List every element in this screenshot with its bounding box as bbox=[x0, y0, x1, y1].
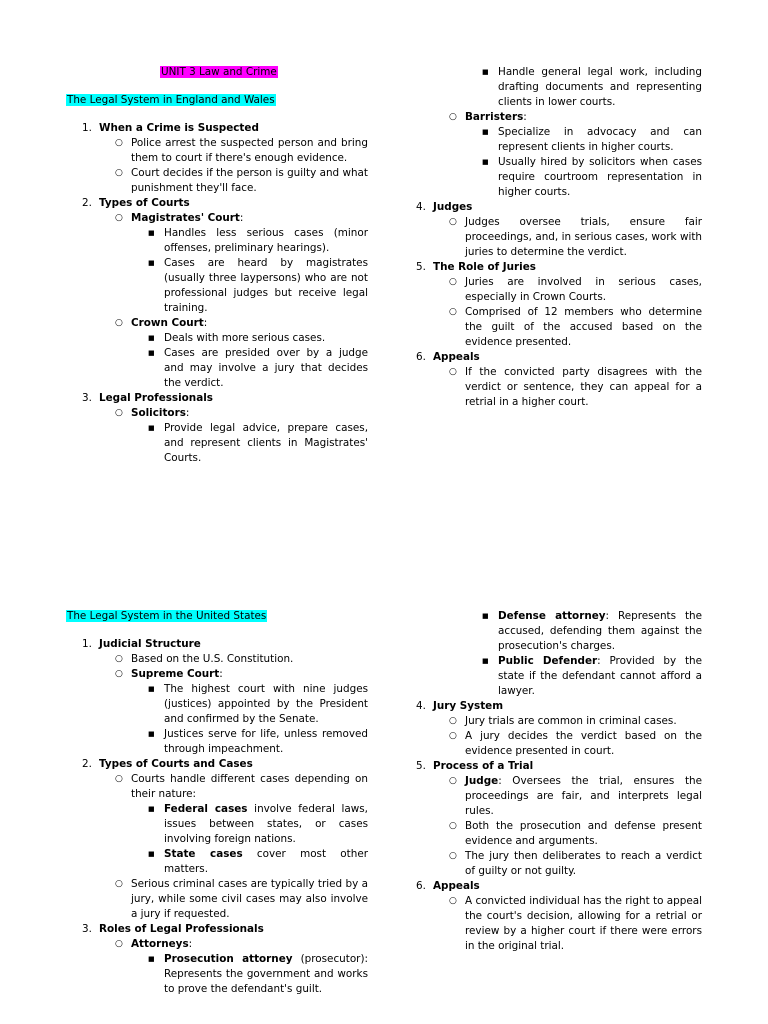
list-item: ○ Both the prosecution and defense present evidence and arguments. bbox=[449, 820, 702, 847]
list-item: ○ Serious criminal cases are typically tried by a jury, while some civil cases may also involve a jury if requested. bbox=[115, 878, 368, 920]
square-bullet-icon: ■ bbox=[148, 730, 155, 738]
list-item: 5. The Role of Juries bbox=[416, 261, 536, 273]
list-item: 3. Legal Professionals bbox=[82, 392, 213, 404]
section2-right-column bbox=[400, 609, 702, 954]
circle-bullet-icon: ○ bbox=[449, 716, 457, 726]
circle-bullet-icon: ○ bbox=[449, 851, 457, 861]
list-item: ■ Handle general legal work, including drafting documents and representing clients in lower courts. bbox=[482, 66, 702, 108]
square-bullet-icon: ■ bbox=[482, 68, 489, 76]
circle-bullet-icon: ○ bbox=[115, 318, 123, 328]
list-item: ○ Crown Court: bbox=[115, 317, 208, 329]
list-item: ■ Cases are presided over by a judge and may involve a jury that decides the verdict. bbox=[148, 347, 368, 389]
circle-bullet-icon: ○ bbox=[115, 879, 123, 889]
list-item: 1. Judicial Structure bbox=[82, 638, 201, 650]
circle-bullet-icon: ○ bbox=[115, 408, 123, 418]
square-bullet-icon: ■ bbox=[148, 334, 155, 342]
section1-left-column bbox=[66, 121, 368, 466]
list-item: ■ Federal cases involve federal laws, issues between states, or cases involving foreign nations. bbox=[148, 803, 368, 845]
list-item: ○ Magistrates' Court: bbox=[115, 212, 244, 224]
square-bullet-icon: ■ bbox=[148, 955, 155, 963]
list-item: ○ Juries are involved in serious cases, especially in Crown Courts. bbox=[449, 276, 702, 303]
circle-bullet-icon: ○ bbox=[449, 307, 457, 317]
list-item: 4. Judges bbox=[416, 201, 473, 213]
list-item: ○ Attorneys: bbox=[115, 938, 193, 950]
list-item: ■ Usually hired by solicitors when cases require courtroom representation in higher courts. bbox=[482, 156, 702, 198]
square-bullet-icon: ■ bbox=[148, 850, 155, 858]
list-item: ■ Specialize in advocacy and can represent clients in higher courts. bbox=[482, 126, 702, 153]
list-item: ■ Deals with more serious cases. bbox=[148, 332, 326, 344]
square-bullet-icon: ■ bbox=[482, 657, 489, 665]
list-item: ○ Barristers: bbox=[449, 111, 527, 123]
list-item: ○ Courts handle different cases depending on their nature: bbox=[115, 773, 368, 800]
list-item: ■ Public Defender: Provided by the state if the defendant cannot afford a lawyer. bbox=[482, 655, 702, 697]
list-item: 4. Jury System bbox=[416, 700, 504, 712]
list-item: 1. When a Crime is Suspected bbox=[82, 122, 259, 134]
list-item: ○ Supreme Court: bbox=[115, 668, 223, 680]
square-bullet-icon: ■ bbox=[148, 229, 155, 237]
square-bullet-icon: ■ bbox=[482, 612, 489, 620]
square-bullet-icon: ■ bbox=[148, 259, 155, 267]
circle-bullet-icon: ○ bbox=[115, 774, 123, 784]
circle-bullet-icon: ○ bbox=[115, 939, 123, 949]
circle-bullet-icon: ○ bbox=[449, 821, 457, 831]
list-item: ■ Defense attorney: Represents the accused, defending them against the prosecution's charges. bbox=[482, 610, 703, 652]
square-bullet-icon: ■ bbox=[148, 349, 155, 357]
square-bullet-icon: ■ bbox=[482, 158, 489, 166]
circle-bullet-icon: ○ bbox=[449, 367, 457, 377]
list-item: ○ Court decides if the person is guilty and what punishment they'll face. bbox=[115, 167, 368, 194]
list-item: 6. Appeals bbox=[416, 880, 480, 892]
circle-bullet-icon: ○ bbox=[115, 138, 123, 148]
section2-left-column bbox=[66, 637, 368, 997]
list-item: ○ If the convicted party disagrees with the verdict or sentence, they can appeal for a retrial in a higher court. bbox=[449, 366, 702, 408]
list-item: ■ State cases cover most other matters. bbox=[148, 848, 368, 875]
list-item: ○ Based on the U.S. Constitution. bbox=[115, 653, 294, 665]
section-title-united-states: The Legal System in the United States bbox=[67, 610, 267, 622]
section1-right-column bbox=[400, 65, 702, 410]
list-item: 5. Process of a Trial bbox=[416, 760, 534, 772]
list-item: ■ The highest court with nine judges (justices) appointed by the President and confirmed by the Senate. bbox=[148, 683, 368, 725]
list-item: ■ Prosecution attorney (prosecutor): Represents the government and works to prove the defendant's guilt. bbox=[148, 953, 368, 995]
list-item: ○ The jury then deliberates to reach a verdict of guilty or not guilty. bbox=[449, 850, 702, 877]
circle-bullet-icon: ○ bbox=[449, 896, 457, 906]
circle-bullet-icon: ○ bbox=[449, 217, 457, 227]
square-bullet-icon: ■ bbox=[148, 685, 155, 693]
list-item: ○ Jury trials are common in criminal cases. bbox=[449, 715, 677, 727]
list-item: ○ A convicted individual has the right to appeal the court's decision, allowing for a retrial or review by a higher court if there were errors in the original trial. bbox=[449, 895, 702, 952]
list-item: ○ Police arrest the suspected person and bring them to court if there's enough evidence. bbox=[115, 137, 368, 164]
list-item: ■ Provide legal advice, prepare cases, and represent clients in Magistrates' Courts. bbox=[148, 422, 368, 464]
square-bullet-icon: ■ bbox=[482, 128, 489, 136]
list-item: 6. Appeals bbox=[416, 351, 480, 363]
list-item: ○ Judge: Oversees the trial, ensures the proceedings are fair, and interprets legal rules. bbox=[449, 775, 702, 817]
circle-bullet-icon: ○ bbox=[449, 731, 457, 741]
list-item: 2. Types of Courts and Cases bbox=[82, 758, 253, 770]
list-item: ○ Solicitors: bbox=[115, 407, 190, 419]
list-item: 2. Types of Courts bbox=[82, 197, 190, 209]
square-bullet-icon: ■ bbox=[148, 805, 155, 813]
list-item: ○ Comprised of 12 members who determine the guilt of the accused based on the evidence presented. bbox=[449, 306, 702, 348]
list-item: ○ A jury decides the verdict based on the evidence presented in court. bbox=[449, 730, 702, 757]
list-item: 3. Roles of Legal Professionals bbox=[82, 923, 264, 935]
list-item: ■ Cases are heard by magistrates (usually three laypersons) who are not professional judges but receive legal training. bbox=[148, 257, 368, 314]
circle-bullet-icon: ○ bbox=[449, 277, 457, 287]
circle-bullet-icon: ○ bbox=[115, 669, 123, 679]
unit-title: UNIT 3 Law and Crime bbox=[161, 66, 277, 78]
list-item: ■ Justices serve for life, unless removed through impeachment. bbox=[148, 728, 368, 755]
list-item: ○ Judges oversee trials, ensure fair proceedings, and, in serious cases, work with juries to determine the verdict. bbox=[449, 216, 702, 258]
list-item: ■ Handles less serious cases (minor offenses, preliminary hearings). bbox=[148, 227, 368, 254]
circle-bullet-icon: ○ bbox=[115, 168, 123, 178]
square-bullet-icon: ■ bbox=[148, 424, 155, 432]
circle-bullet-icon: ○ bbox=[449, 776, 457, 786]
circle-bullet-icon: ○ bbox=[115, 654, 123, 664]
circle-bullet-icon: ○ bbox=[115, 213, 123, 223]
section-title-england-wales: The Legal System in England and Wales bbox=[67, 94, 275, 106]
circle-bullet-icon: ○ bbox=[449, 112, 457, 122]
